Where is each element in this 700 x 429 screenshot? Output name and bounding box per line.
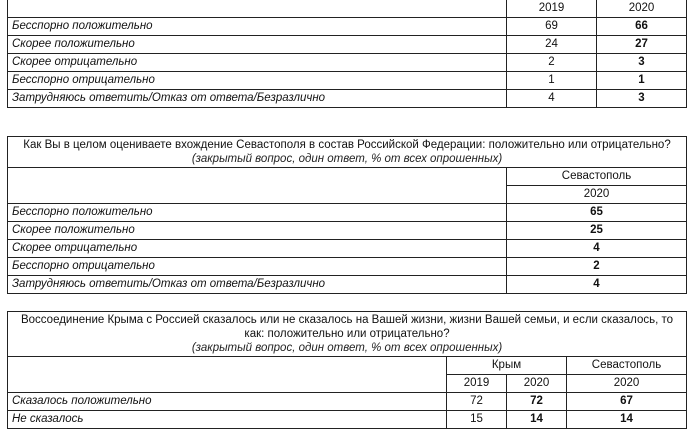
year-header: 2020 xyxy=(567,375,687,393)
question-cell xyxy=(8,312,687,357)
row-label: Затрудняюсь ответить/Отказ от ответа/Безразлично xyxy=(8,90,507,108)
table-row xyxy=(8,393,687,411)
table-row xyxy=(8,204,687,222)
table-attitude-crimea xyxy=(7,0,687,108)
value-2020: 65 xyxy=(507,204,687,222)
value-2020: 2 xyxy=(507,258,687,276)
table-row xyxy=(8,258,687,276)
value-crimea-2019: 15 xyxy=(447,411,507,429)
region-header-row xyxy=(8,168,687,186)
region-header-row xyxy=(8,357,687,375)
row-label: Не сказалось xyxy=(8,411,447,429)
region-header-crimea: Крым xyxy=(447,357,567,375)
row-label: Скорее отрицательно xyxy=(8,54,507,72)
question-cell xyxy=(8,137,687,168)
table-row xyxy=(8,411,687,429)
row-label: Скорее положительно xyxy=(8,222,507,240)
value-2020: 4 xyxy=(507,240,687,258)
value-2020: 27 xyxy=(597,36,687,54)
table-row xyxy=(8,18,687,36)
year-header: 2020 xyxy=(597,0,687,18)
header-blank xyxy=(8,0,507,18)
year-header: 2020 xyxy=(507,375,567,393)
table-row xyxy=(8,54,687,72)
header-blank xyxy=(8,168,507,204)
table-row xyxy=(8,90,687,108)
value-2019: 1 xyxy=(507,72,597,90)
value-2020: 25 xyxy=(507,222,687,240)
table-impact-crimea xyxy=(7,311,687,429)
year-header: 2019 xyxy=(447,375,507,393)
table-row xyxy=(8,240,687,258)
row-label: Скорее положительно xyxy=(8,36,507,54)
value-2020: 3 xyxy=(597,54,687,72)
row-label: Сказалось положительно xyxy=(8,393,447,411)
question-text: Воссоединение Крыма с Россией сказалось или не сказалось на Вашей жизни, жизни Вашей семьи, и если сказалось, то как: положительно или отрицательно? xyxy=(20,314,674,340)
year-header: 2020 xyxy=(507,186,687,204)
value-crimea-2020: 72 xyxy=(507,393,567,411)
value-2020: 66 xyxy=(597,18,687,36)
table-attitude-sevastopol xyxy=(7,136,687,294)
question-row xyxy=(8,312,687,357)
question-row xyxy=(8,137,687,168)
value-crimea-2019: 72 xyxy=(447,393,507,411)
value-sevastopol-2020: 14 xyxy=(567,411,687,429)
value-2019: 2 xyxy=(507,54,597,72)
question-text: Как Вы в целом оцениваете вхождение Севастополя в состав Российской Федерации: положительно или отрицательно? xyxy=(23,139,671,151)
row-label: Скорее отрицательно xyxy=(8,240,507,258)
region-header-sevastopol: Севастополь xyxy=(567,357,687,375)
row-label: Бесспорно отрицательно xyxy=(8,72,507,90)
table-row xyxy=(8,36,687,54)
value-2020: 4 xyxy=(507,276,687,294)
region-header: Севастополь xyxy=(507,168,687,186)
header-blank xyxy=(8,357,447,393)
value-2019: 4 xyxy=(507,90,597,108)
value-crimea-2020: 14 xyxy=(507,411,567,429)
table-row xyxy=(8,276,687,294)
value-2020: 3 xyxy=(597,90,687,108)
question-note: (закрытый вопрос, один ответ, % от всех опрошенных) xyxy=(191,342,503,354)
table-header-row xyxy=(8,0,687,18)
value-sevastopol-2020: 67 xyxy=(567,393,687,411)
value-2020: 1 xyxy=(597,72,687,90)
row-label: Бесспорно положительно xyxy=(8,18,507,36)
value-2019: 24 xyxy=(507,36,597,54)
value-2019: 69 xyxy=(507,18,597,36)
table-row xyxy=(8,72,687,90)
row-label: Затрудняюсь ответить/Отказ от ответа/Безразлично xyxy=(8,276,507,294)
question-note: (закрытый вопрос, один ответ, % от всех опрошенных) xyxy=(191,153,503,165)
row-label: Бесспорно отрицательно xyxy=(8,258,507,276)
year-header: 2019 xyxy=(507,0,597,18)
table-row xyxy=(8,222,687,240)
row-label: Бесспорно положительно xyxy=(8,204,507,222)
